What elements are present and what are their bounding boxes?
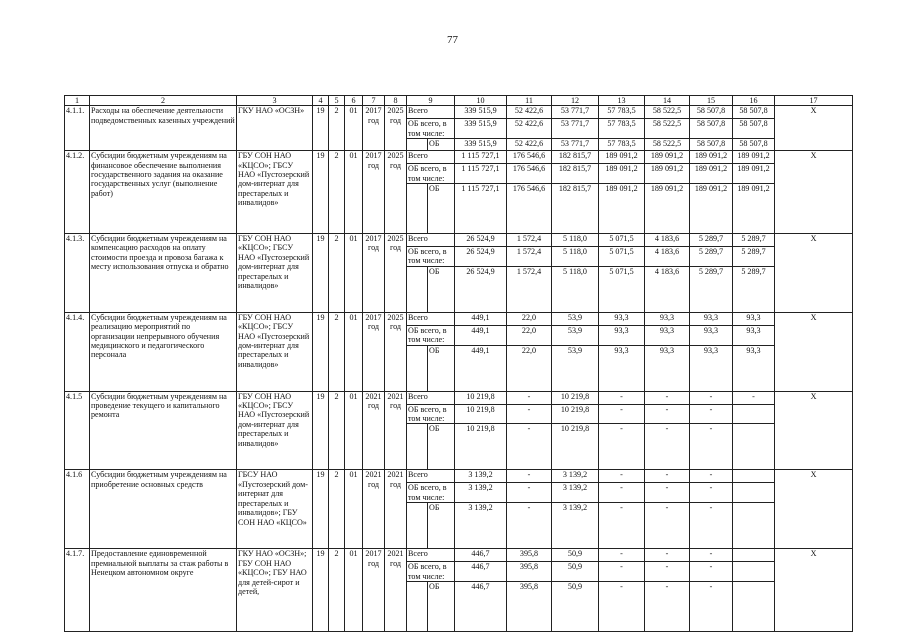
amount-cell: 189 091,2 — [645, 164, 690, 184]
amount-cell: 3 139,2 — [455, 503, 507, 549]
start-year-cell: 2021 год — [363, 391, 385, 470]
amount-cell: 189 091,2 — [733, 151, 775, 164]
item-number: 4.1.3. — [65, 234, 90, 313]
header-cell: 16 — [733, 96, 775, 106]
item-name: Субсидии бюджетным учреждениям на приобретение основных средств — [90, 470, 237, 549]
end-year-cell: 2021 год — [385, 549, 407, 632]
amount-cell: 446,7 — [455, 582, 507, 632]
amount-cell: 58 507,8 — [733, 106, 775, 119]
mark-cell: X — [775, 106, 853, 151]
amount-cell: - — [599, 391, 645, 404]
amount-cell: 57 783,5 — [599, 106, 645, 119]
executor-cell: ГБУ СОН НАО «КЦСО»; ГБСУ НАО «Пустозерский дом-интернат для престарелых и инвалидов» — [237, 151, 313, 234]
table-row — [65, 106, 853, 119]
amount-cell — [733, 582, 775, 632]
amount-cell: 395,8 — [507, 582, 552, 632]
amount-cell: 1 115 727,1 — [455, 151, 507, 164]
program-activities-table — [64, 95, 853, 632]
amount-cell: 5 289,7 — [690, 234, 733, 247]
amount-cell: 1 115 727,1 — [455, 184, 507, 234]
amount-cell: - — [507, 483, 552, 503]
code-cell: 19 — [313, 549, 329, 632]
amount-cell: 50,9 — [552, 562, 599, 582]
amount-cell: 93,3 — [733, 345, 775, 391]
code-cell: 19 — [313, 106, 329, 151]
code-cell: 01 — [345, 234, 363, 313]
amount-cell: 93,3 — [645, 345, 690, 391]
funding-source-label: ОБ всего, в том числе: — [407, 119, 455, 139]
amount-cell: 52 422,6 — [507, 106, 552, 119]
item-number: 4.1.4. — [65, 312, 90, 391]
code-cell: 2 — [329, 470, 345, 549]
amount-cell: 10 219,8 — [552, 424, 599, 470]
table-row — [65, 234, 853, 247]
amount-cell: 50,9 — [552, 549, 599, 562]
end-year-cell: 2025 год — [385, 106, 407, 151]
amount-cell — [733, 470, 775, 483]
amount-cell: 339 515,9 — [455, 139, 507, 151]
page-number: 77 — [447, 34, 458, 46]
table-row — [65, 470, 853, 483]
item-number: 4.1.5 — [65, 391, 90, 470]
start-year-cell: 2017 год — [363, 549, 385, 632]
amount-cell: - — [733, 391, 775, 404]
funding-source-label: ОБ всего, в том числе: — [407, 325, 455, 345]
amount-cell: 3 139,2 — [455, 483, 507, 503]
mark-cell: X — [775, 234, 853, 313]
funding-source-label: Всего — [407, 312, 455, 325]
amount-cell: 57 783,5 — [599, 119, 645, 139]
amount-cell: 26 524,9 — [455, 247, 507, 267]
header-cell: 6 — [345, 96, 363, 106]
executor-cell: ГКУ НАО «ОСЗН» — [237, 106, 313, 151]
code-cell: 2 — [329, 312, 345, 391]
amount-cell: 189 091,2 — [690, 184, 733, 234]
code-cell: 2 — [329, 234, 345, 313]
item-name: Субсидии бюджетным учреждениям на реализацию мероприятий по организации непрерывного обучения медицинского и педагогического персонала — [90, 312, 237, 391]
amount-cell: - — [645, 549, 690, 562]
amount-cell: - — [507, 391, 552, 404]
amount-cell: 189 091,2 — [690, 164, 733, 184]
amount-cell: 22,0 — [507, 312, 552, 325]
amount-cell — [733, 549, 775, 562]
amount-cell: - — [690, 562, 733, 582]
amount-cell: 93,3 — [733, 325, 775, 345]
amount-cell: 395,8 — [507, 549, 552, 562]
amount-cell: - — [507, 404, 552, 424]
amount-cell: 189 091,2 — [690, 151, 733, 164]
item-number: 4.1.2. — [65, 151, 90, 234]
amount-cell: 5 118,0 — [552, 266, 599, 312]
amount-cell: 26 524,9 — [455, 234, 507, 247]
amount-cell: - — [645, 562, 690, 582]
amount-cell: 5 118,0 — [552, 247, 599, 267]
amount-cell — [733, 503, 775, 549]
end-year-cell: 2021 год — [385, 470, 407, 549]
spacer-cell — [407, 582, 428, 632]
funding-source-label: Всего — [407, 151, 455, 164]
mark-cell: X — [775, 312, 853, 391]
spacer-cell — [407, 139, 428, 151]
amount-cell: 189 091,2 — [599, 151, 645, 164]
amount-cell: 22,0 — [507, 345, 552, 391]
amount-cell: 93,3 — [690, 312, 733, 325]
item-name: Субсидии бюджетным учреждениям на проведение текущего и капитального ремонта — [90, 391, 237, 470]
amount-cell: - — [690, 391, 733, 404]
amount-cell: 93,3 — [733, 312, 775, 325]
amount-cell: 26 524,9 — [455, 266, 507, 312]
code-cell: 2 — [329, 106, 345, 151]
amount-cell: 339 515,9 — [455, 106, 507, 119]
amount-cell: 53,9 — [552, 345, 599, 391]
start-year-cell: 2017 год — [363, 106, 385, 151]
header-cell: 1 — [65, 96, 90, 106]
amount-cell: - — [645, 391, 690, 404]
amount-cell: 449,1 — [455, 312, 507, 325]
amount-cell: 5 289,7 — [733, 266, 775, 312]
amount-cell: 189 091,2 — [599, 164, 645, 184]
funding-source-label: ОБ — [428, 582, 455, 632]
table-row — [65, 151, 853, 164]
amount-cell: - — [599, 562, 645, 582]
header-cell: 4 — [313, 96, 329, 106]
amount-cell: 57 783,5 — [599, 139, 645, 151]
spacer-cell — [407, 424, 428, 470]
amount-cell: - — [690, 582, 733, 632]
funding-source-label: Всего — [407, 470, 455, 483]
spacer-cell — [407, 503, 428, 549]
executor-cell: ГБСУ НАО «Пустозерский дом-интернат для престарелых и инвалидов»; ГБУ СОН НАО «КЦСО» — [237, 470, 313, 549]
amount-cell: 5 289,7 — [690, 247, 733, 267]
funding-source-label: ОБ — [428, 266, 455, 312]
header-cell: 8 — [385, 96, 407, 106]
amount-cell: 189 091,2 — [645, 184, 690, 234]
amount-cell: 53 771,7 — [552, 139, 599, 151]
amount-cell: 5 289,7 — [733, 247, 775, 267]
code-cell: 19 — [313, 470, 329, 549]
amount-cell: 93,3 — [599, 312, 645, 325]
amount-cell: - — [599, 582, 645, 632]
amount-cell: - — [645, 503, 690, 549]
header-cell: 17 — [775, 96, 853, 106]
end-year-cell: 2025 год — [385, 151, 407, 234]
amount-cell: 176 546,6 — [507, 164, 552, 184]
item-number: 4.1.6 — [65, 470, 90, 549]
header-cell: 2 — [90, 96, 237, 106]
amount-cell: 22,0 — [507, 325, 552, 345]
mark-cell: X — [775, 391, 853, 470]
amount-cell: - — [599, 483, 645, 503]
header-cell: 14 — [645, 96, 690, 106]
amount-cell: 93,3 — [599, 325, 645, 345]
code-cell: 01 — [345, 151, 363, 234]
amount-cell: 50,9 — [552, 582, 599, 632]
amount-cell: 93,3 — [645, 325, 690, 345]
amount-cell: 58 507,8 — [690, 119, 733, 139]
amount-cell: 58 507,8 — [733, 139, 775, 151]
amount-cell: 176 546,6 — [507, 184, 552, 234]
funding-source-label: Всего — [407, 234, 455, 247]
item-number: 4.1.7. — [65, 549, 90, 632]
funding-source-label: ОБ всего, в том числе: — [407, 247, 455, 267]
amount-cell: 58 507,8 — [690, 106, 733, 119]
amount-cell: - — [645, 582, 690, 632]
header-cell: 10 — [455, 96, 507, 106]
amount-cell: 5 289,7 — [690, 266, 733, 312]
executor-cell: ГБУ СОН НАО «КЦСО»; ГБСУ НАО «Пустозерский дом-интернат для престарелых и инвалидов» — [237, 312, 313, 391]
amount-cell: 10 219,8 — [455, 424, 507, 470]
item-name: Предоставление единовременной премиальной выплаты за стаж работы в Ненецком автономном округе — [90, 549, 237, 632]
amount-cell: 5 289,7 — [733, 234, 775, 247]
code-cell: 01 — [345, 391, 363, 470]
amount-cell: 5 071,5 — [599, 247, 645, 267]
amount-cell: - — [690, 470, 733, 483]
amount-cell: 1 115 727,1 — [455, 164, 507, 184]
amount-cell: - — [645, 424, 690, 470]
header-cell: 13 — [599, 96, 645, 106]
funding-source-label: ОБ — [428, 424, 455, 470]
start-year-cell: 2017 год — [363, 234, 385, 313]
table-row — [65, 549, 853, 562]
code-cell: 01 — [345, 549, 363, 632]
amount-cell: 3 139,2 — [552, 483, 599, 503]
amount-cell: 4 183,6 — [645, 266, 690, 312]
amount-cell: 93,3 — [690, 345, 733, 391]
amount-cell — [733, 404, 775, 424]
amount-cell: - — [599, 470, 645, 483]
amount-cell: 4 183,6 — [645, 234, 690, 247]
code-cell: 01 — [345, 470, 363, 549]
header-cell: 3 — [237, 96, 313, 106]
amount-cell: 4 183,6 — [645, 247, 690, 267]
amount-cell: 93,3 — [645, 312, 690, 325]
code-cell: 2 — [329, 549, 345, 632]
item-name: Субсидии бюджетным учреждениям на финансовое обеспечение выполнения государственного задания на оказание государственных услуг (выполнение работ) — [90, 151, 237, 234]
funding-source-label: Всего — [407, 391, 455, 404]
header-cell: 11 — [507, 96, 552, 106]
amount-cell: 53 771,7 — [552, 119, 599, 139]
amount-cell: - — [645, 483, 690, 503]
amount-cell: 58 522,5 — [645, 139, 690, 151]
amount-cell: 10 219,8 — [552, 404, 599, 424]
amount-cell: - — [599, 549, 645, 562]
amount-cell: - — [645, 470, 690, 483]
funding-source-label: ОБ всего, в том числе: — [407, 404, 455, 424]
funding-source-label: ОБ всего, в том числе: — [407, 164, 455, 184]
start-year-cell: 2017 год — [363, 312, 385, 391]
funding-source-label: ОБ — [428, 184, 455, 234]
amount-cell: 52 422,6 — [507, 119, 552, 139]
spacer-cell — [407, 345, 428, 391]
item-number: 4.1.1. — [65, 106, 90, 151]
amount-cell: 10 219,8 — [455, 391, 507, 404]
code-cell: 19 — [313, 391, 329, 470]
amount-cell: - — [507, 470, 552, 483]
amount-cell: 189 091,2 — [733, 164, 775, 184]
amount-cell: 446,7 — [455, 549, 507, 562]
mark-cell: X — [775, 151, 853, 234]
amount-cell: 189 091,2 — [645, 151, 690, 164]
funding-source-label: ОБ всего, в том числе: — [407, 562, 455, 582]
amount-cell: 189 091,2 — [733, 184, 775, 234]
funding-source-label: ОБ — [428, 345, 455, 391]
table-row — [65, 312, 853, 325]
spacer-cell — [407, 184, 428, 234]
executor-cell: ГКУ НАО «ОСЗН»; ГБУ СОН НАО «КЦСО»; ГБУ НАО для детей-сирот и детей, — [237, 549, 313, 632]
code-cell: 19 — [313, 151, 329, 234]
header-cell: 12 — [552, 96, 599, 106]
amount-cell — [733, 483, 775, 503]
spacer-cell — [407, 266, 428, 312]
mark-cell: X — [775, 549, 853, 632]
funding-source-label: ОБ всего, в том числе: — [407, 483, 455, 503]
funding-source-label: ОБ — [428, 503, 455, 549]
amount-cell — [733, 424, 775, 470]
amount-cell: 58 522,5 — [645, 106, 690, 119]
amount-cell: 58 507,8 — [690, 139, 733, 151]
amount-cell: 3 139,2 — [552, 503, 599, 549]
funding-source-label: Всего — [407, 106, 455, 119]
code-cell: 19 — [313, 312, 329, 391]
amount-cell: 182 815,7 — [552, 164, 599, 184]
amount-cell: 182 815,7 — [552, 151, 599, 164]
amount-cell: - — [645, 404, 690, 424]
table-row — [65, 391, 853, 404]
executor-cell: ГБУ СОН НАО «КЦСО»; ГБСУ НАО «Пустозерский дом-интернат для престарелых и инвалидов» — [237, 234, 313, 313]
start-year-cell: 2021 год — [363, 470, 385, 549]
amount-cell: - — [690, 404, 733, 424]
amount-cell: - — [507, 503, 552, 549]
amount-cell: - — [690, 424, 733, 470]
amount-cell — [733, 562, 775, 582]
amount-cell: - — [599, 503, 645, 549]
amount-cell: 1 572,4 — [507, 266, 552, 312]
funding-source-label: Всего — [407, 549, 455, 562]
end-year-cell: 2025 год — [385, 312, 407, 391]
code-cell: 2 — [329, 151, 345, 234]
amount-cell: 449,1 — [455, 325, 507, 345]
item-name: Расходы на обеспечение деятельности подведомственных казенных учреждений — [90, 106, 237, 151]
amount-cell: 5 071,5 — [599, 234, 645, 247]
code-cell: 2 — [329, 391, 345, 470]
code-cell: 01 — [345, 312, 363, 391]
amount-cell: 3 139,2 — [552, 470, 599, 483]
amount-cell: 58 507,8 — [733, 119, 775, 139]
amount-cell: 53 771,7 — [552, 106, 599, 119]
header-cell: 9 — [407, 96, 455, 106]
amount-cell: - — [599, 404, 645, 424]
amount-cell: - — [690, 483, 733, 503]
code-cell: 01 — [345, 106, 363, 151]
header-row — [65, 96, 853, 106]
amount-cell: 53,9 — [552, 325, 599, 345]
amount-cell: 10 219,8 — [455, 404, 507, 424]
code-cell: 19 — [313, 234, 329, 313]
item-name: Субсидии бюджетным учреждениям на компенсацию расходов на оплату стоимости проезда и провоза багажа к месту использования отпуска и обратно — [90, 234, 237, 313]
amount-cell: - — [599, 424, 645, 470]
header-cell: 15 — [690, 96, 733, 106]
amount-cell: 446,7 — [455, 562, 507, 582]
amount-cell: 53,9 — [552, 312, 599, 325]
amount-cell: 93,3 — [599, 345, 645, 391]
executor-cell: ГБУ СОН НАО «КЦСО»; ГБСУ НАО «Пустозерский дом-интернат для престарелых и инвалидов» — [237, 391, 313, 470]
funding-source-label: ОБ — [428, 139, 455, 151]
end-year-cell: 2025 год — [385, 234, 407, 313]
amount-cell: - — [690, 549, 733, 562]
amount-cell: - — [507, 424, 552, 470]
amount-cell: 10 219,8 — [552, 391, 599, 404]
amount-cell: 58 522,5 — [645, 119, 690, 139]
end-year-cell: 2021 год — [385, 391, 407, 470]
mark-cell: X — [775, 470, 853, 549]
amount-cell: 176 546,6 — [507, 151, 552, 164]
amount-cell: 189 091,2 — [599, 184, 645, 234]
amount-cell: 1 572,4 — [507, 234, 552, 247]
amount-cell: 1 572,4 — [507, 247, 552, 267]
amount-cell: 339 515,9 — [455, 119, 507, 139]
amount-cell: 5 071,5 — [599, 266, 645, 312]
header-cell: 5 — [329, 96, 345, 106]
start-year-cell: 2017 год — [363, 151, 385, 234]
amount-cell: 5 118,0 — [552, 234, 599, 247]
amount-cell: 395,8 — [507, 562, 552, 582]
amount-cell: 3 139,2 — [455, 470, 507, 483]
amount-cell: 52 422,6 — [507, 139, 552, 151]
amount-cell: - — [690, 503, 733, 549]
amount-cell: 93,3 — [690, 325, 733, 345]
header-cell: 7 — [363, 96, 385, 106]
amount-cell: 449,1 — [455, 345, 507, 391]
amount-cell: 182 815,7 — [552, 184, 599, 234]
